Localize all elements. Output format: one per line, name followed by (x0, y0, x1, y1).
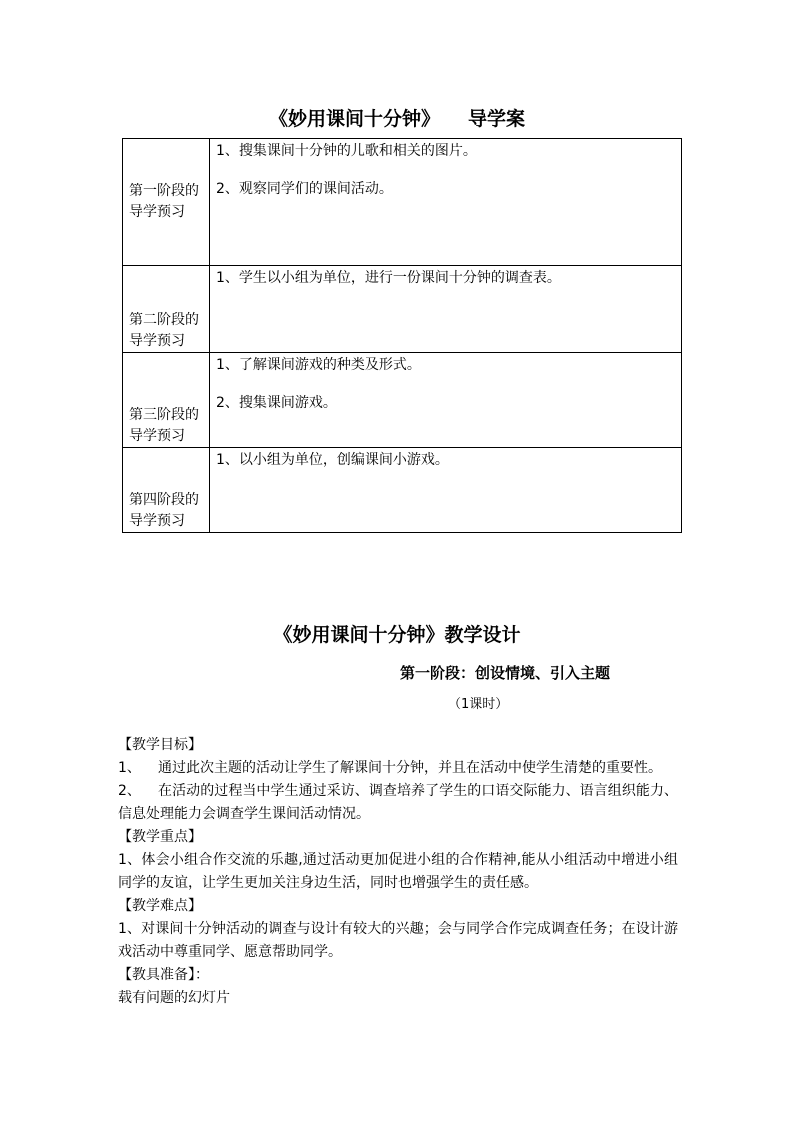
section-heading: 【教具准备】： (118, 967, 209, 983)
section-heading: 【教学重点】 (118, 829, 202, 845)
goal-text: 通过此次主题的活动让学生了解课间十分钟，并且在活动中使学生清楚的重要性。 (158, 760, 662, 776)
goal-number: 1、 (118, 760, 141, 776)
list-item: 2、观察同学们的课间活动。 (216, 181, 393, 197)
design-subtitle: 第一阶段：创设情境、引入主题 (400, 664, 611, 682)
table-row (123, 266, 682, 353)
goal-number: 2、 (118, 783, 141, 799)
list-item: 1、了解课间游戏的种类及形式。 (216, 357, 421, 373)
stage-content (210, 448, 682, 533)
guide-title (0, 104, 794, 131)
table-row (123, 139, 682, 266)
goal-text: 在活动的过程当中学生通过采访、调查培养了学生的口语交际能力、语言组织能力、信息处理能力会调查学生课间活动情况。 (118, 783, 678, 822)
list-item: 1、学生以小组为单位，进行一份课间十分钟的调查表。 (216, 270, 561, 286)
goal-item (118, 780, 678, 826)
guide-table (122, 138, 682, 533)
stage-label: 第四阶段的导学预习 (123, 448, 210, 533)
list-item: 1、以小组为单位，创编课间小游戏。 (216, 452, 449, 468)
key-point-text: 1、体会小组合作交流的乐趣,通过活动更加促进小组的合作精神,能从小组活动中增进小组同学的友谊，让学生更加关注身边生活，同时也增强学生的责任感。 (118, 852, 678, 891)
section-heading: 【教学目标】 (118, 737, 202, 753)
stage-label: 第三阶段的导学预习 (123, 353, 210, 448)
design-body (118, 734, 678, 1010)
stage-content (210, 266, 682, 353)
lesson-count: （1课时） (448, 697, 509, 712)
section-heading: 【教学难点】 (118, 898, 202, 914)
difficulty-text: 1、对课间十分钟活动的调查与设计有较大的兴趣；会与同学合作完成调查任务；在设计游戏活动中尊重同学、愿意帮助同学。 (118, 921, 678, 960)
table-row (123, 353, 682, 448)
goal-item (118, 757, 678, 780)
stage-content (210, 139, 682, 266)
design-title: 《妙用课间十分钟》教学设计 (273, 624, 521, 646)
stage-label: 第二阶段的导学预习 (123, 266, 210, 353)
guide-title-suffix: 导学案 (468, 108, 526, 130)
tools-text: 载有问题的幻灯片 (118, 990, 230, 1006)
stage-content (210, 353, 682, 448)
table-row (123, 448, 682, 533)
list-item: 1、搜集课间十分钟的儿歌和相关的图片。 (216, 143, 477, 159)
list-item: 2、搜集课间游戏。 (216, 395, 337, 411)
stage-label: 第一阶段的导学预习 (123, 139, 210, 266)
guide-title-main: 《妙用课间十分钟》 (268, 108, 440, 130)
